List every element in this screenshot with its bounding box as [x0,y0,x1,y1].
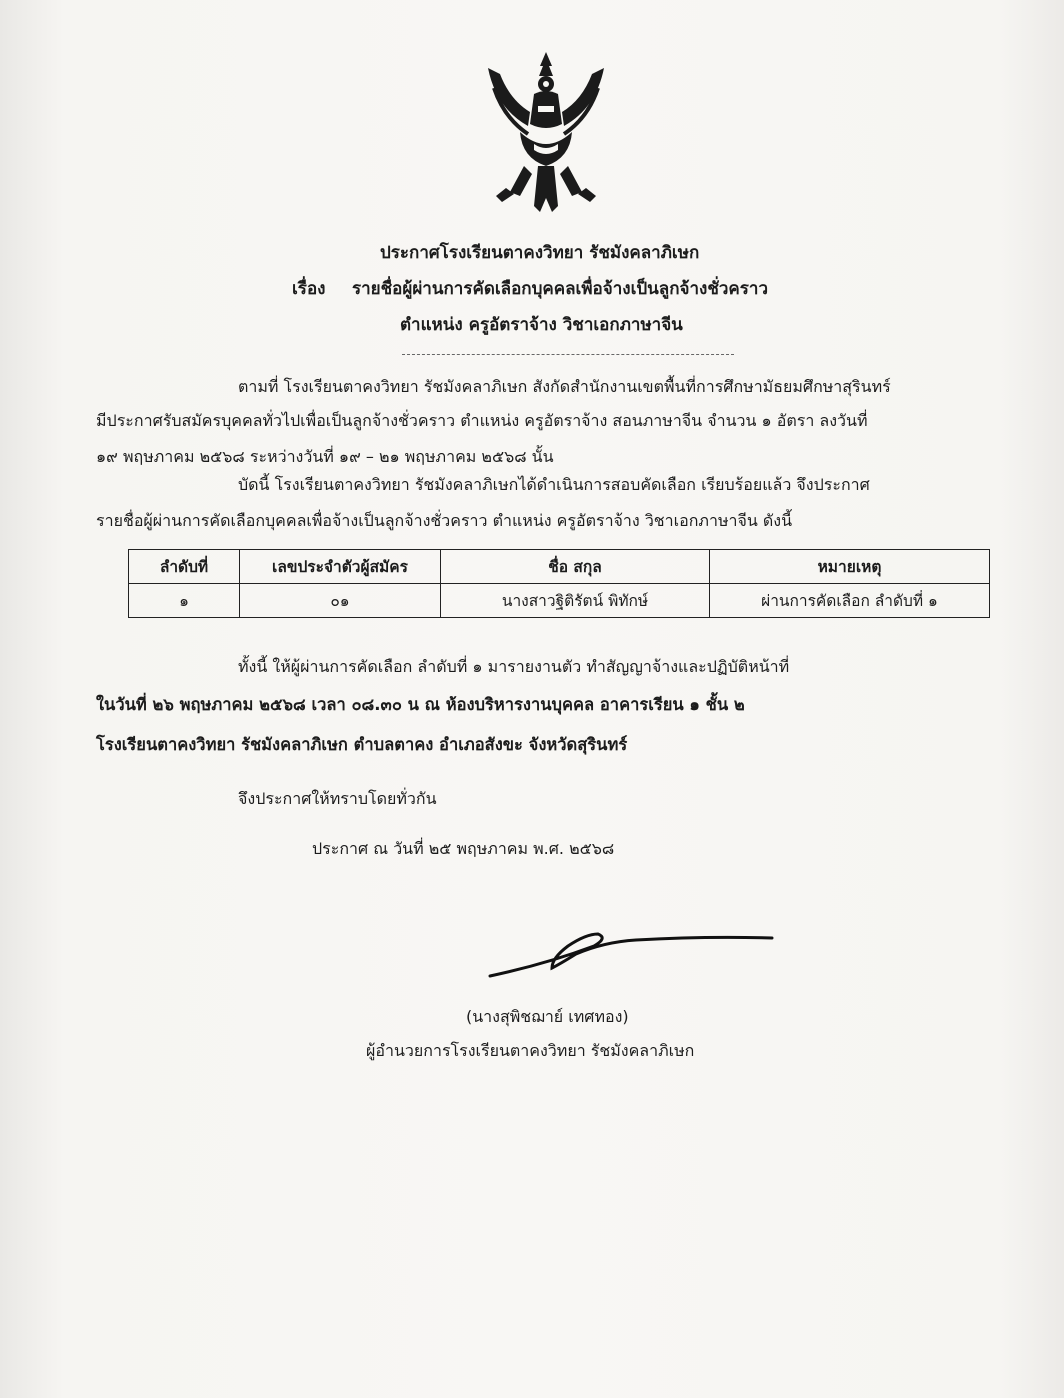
date-line: ประกาศ ณ วันที่ ๒๕ พฤษภาคม พ.ศ. ๒๕๖๘ [312,839,615,858]
announcement-title: ประกาศโรงเรียนตาคงวิทยา รัชมังคลาภิเษก [380,243,700,263]
cell-order: ๑ [129,584,240,618]
subject-label: เรื่อง [292,279,326,299]
position-line: ตำแหน่ง ครูอัตราจ้าง วิชาเอกภาษาจีน [400,315,683,335]
results-table [128,549,990,618]
cell-applicant-id: ๐๑ [240,584,441,618]
paragraph-1-line-2: มีประกาศรับสมัครบุคคลทั่วไปเพื่อเป็นลูกจ้างชั่วคราว ตำแหน่ง ครูอัตราจ้าง สอนภาษาจีน จำนวน ๑ อัตรา ลงวันที่ [96,411,868,430]
paragraph-1-line-1: ตามที่ โรงเรียนตาคงวิทยา รัชมังคลาภิเษก สังกัดสำนักงานเขตพื้นที่การศึกษามัธยมศึกษาสุรินทร์ [238,377,891,396]
paragraph-3-line-1: ทั้งนี้ ให้ผู้ผ่านการคัดเลือก ลำดับที่ ๑ มารายงานตัว ทำสัญญาจ้างและปฏิบัติหน้าที่ [238,657,790,676]
cell-remark: ผ่านการคัดเลือก ลำดับที่ ๑ [710,584,990,618]
col-header-applicant-id: เลขประจำตัวผู้สมัคร [240,550,441,584]
paragraph-2-line-1: บัดนี้ โรงเรียนตาคงวิทยา รัชมังคลาภิเษกได้ดำเนินการสอบคัดเลือก เรียบร้อยแล้ว จึงประกาศ [238,475,870,494]
paragraph-3-line-3: โรงเรียนตาคงวิทยา รัชมังคลาภิเษก ตำบลตาคง อำเภอสังขะ จังหวัดสุรินทร์ [96,735,628,754]
header-divider [402,354,734,355]
paragraph-3-line-2: ในวันที่ ๒๖ พฤษภาคม ๒๕๖๘ เวลา ๐๘.๓๐ น ณ ห้องบริหารงานบุคคล อาคารเรียน ๑ ชั้น ๒ [96,695,745,714]
signature-mark-icon [486,924,776,984]
signer-name: (นางสุพิชฌาย์ เทศทอง) [466,1007,629,1026]
closing-line: จึงประกาศให้ทราบโดยทั่วกัน [238,789,437,808]
col-header-remark: หมายเหตุ [710,550,990,584]
col-header-name: ชื่อ สกุล [441,550,710,584]
paragraph-2-line-2: รายชื่อผู้ผ่านการคัดเลือกบุคคลเพื่อจ้างเป็นลูกจ้างชั่วคราว ตำแหน่ง ครูอัตราจ้าง วิชาเอกภาษาจีน ดังนี้ [96,511,793,530]
col-header-order: ลำดับที่ [129,550,240,584]
subject-text: รายชื่อผู้ผ่านการคัดเลือกบุคคลเพื่อจ้างเป็นลูกจ้างชั่วคราว [352,279,768,299]
paragraph-1-line-3: ๑๙ พฤษภาคม ๒๕๖๘ ระหว่างวันที่ ๑๙ – ๒๑ พฤษภาคม ๒๕๖๘ นั้น [96,447,554,466]
signer-title: ผู้อำนวยการโรงเรียนตาคงวิทยา รัชมังคลาภิเษก [366,1041,695,1060]
table-header-row [129,550,990,584]
garuda-emblem-icon [484,48,608,216]
table-row [129,584,990,618]
cell-name: นางสาวฐิติรัตน์ พิทักษ์ [441,584,710,618]
